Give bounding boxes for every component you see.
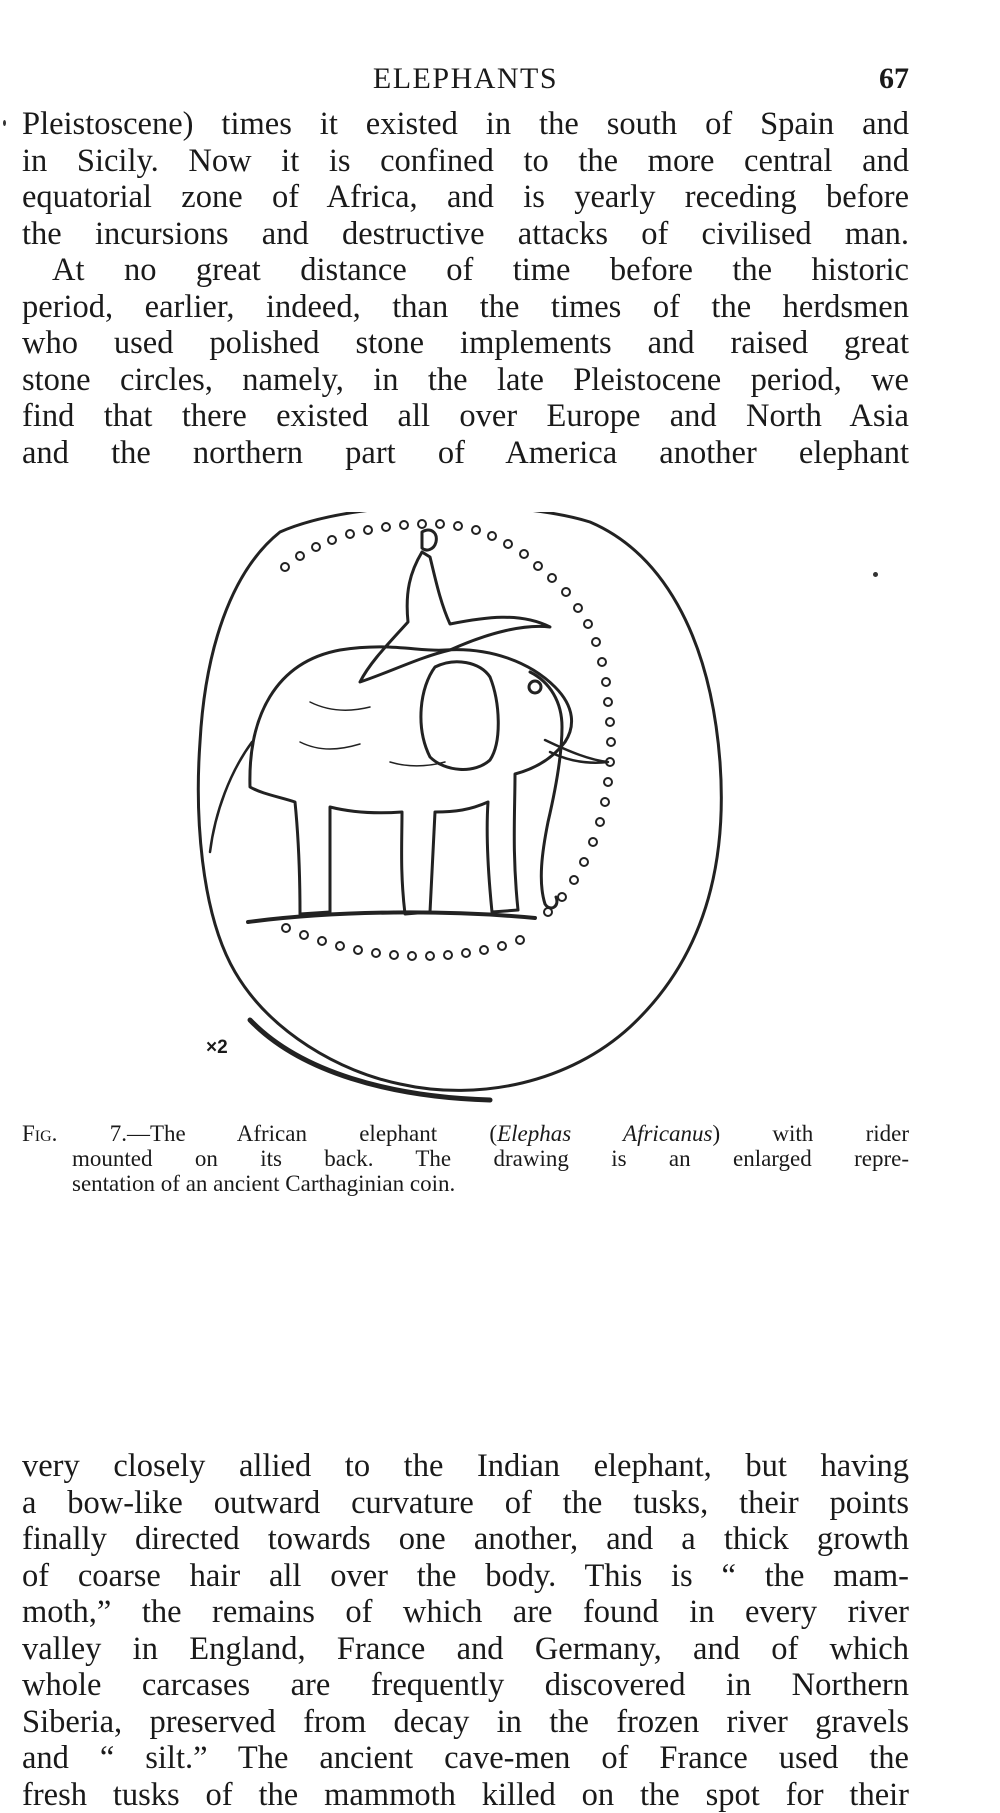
text-line: moth,” the remains of which are found in every river	[22, 1594, 909, 1631]
caption-text: ) with rider	[712, 1121, 909, 1146]
elephant-trunk	[530, 672, 562, 908]
text-line: and “ silt.” The ancient cave-men of France used the	[22, 1740, 909, 1777]
elephant-ear	[421, 662, 498, 770]
elephant-body	[250, 647, 572, 914]
text-line: find that there existed all over Europe and North Asia	[22, 398, 909, 435]
text-line: and the northern part of America another elephant	[22, 435, 909, 472]
elephant-eye	[529, 681, 541, 693]
scale-label: ×2	[206, 1037, 228, 1059]
caption-line: sentation of an ancient Carthaginian coin.	[22, 1171, 909, 1196]
coin-rim	[198, 512, 721, 1090]
caption-text: —The African elephant (	[127, 1121, 497, 1146]
text-line: who used polished stone implements and raised great	[22, 325, 909, 362]
print-speck	[873, 572, 878, 577]
text-line: period, earlier, indeed, than the times of the herdsmen	[22, 289, 909, 326]
species-name: Elephas Africanus	[497, 1121, 712, 1146]
text-line: in Sicily. Now it is confined to the more central and	[22, 143, 909, 180]
text-line: very closely allied to the Indian elephant, but having	[22, 1448, 909, 1485]
text-line: valley in England, France and Germany, and of which	[22, 1631, 909, 1668]
text-line: the incursions and destructive attacks of civilised man.	[22, 216, 909, 253]
text-line: Pleistoscene) times it existed in the south of Spain and	[22, 106, 909, 143]
ground-line	[248, 912, 535, 922]
coin-illustration	[190, 512, 750, 1112]
rider-figure	[360, 530, 550, 682]
elephant-coin-drawing	[190, 512, 750, 1112]
page-number: 67	[879, 62, 909, 96]
text-line: stone circles, namely, in the late Pleistocene period, we	[22, 362, 909, 399]
text-line: whole carcases are frequently discovered in Northern	[22, 1667, 909, 1704]
elephant-tail	[210, 742, 252, 852]
text-line: fresh tusks of the mammoth killed on the spot for their	[22, 1777, 909, 1813]
elephant-tusk	[545, 740, 608, 763]
figure-caption	[22, 1121, 909, 1196]
running-header	[22, 62, 909, 102]
text-line: a bow-like outward curvature of the tusks, their points	[22, 1485, 909, 1522]
text-line: of coarse hair all over the body. This is “ the mam-	[22, 1558, 909, 1595]
body-text-top	[22, 106, 909, 471]
text-line: finally directed towards one another, and a thick growth	[22, 1521, 909, 1558]
figure-label: Fig. 7.	[22, 1121, 127, 1146]
print-speck	[3, 120, 6, 126]
caption-line: mounted on its back. The drawing is an enlarged repre-	[22, 1146, 909, 1171]
paragraph-start-line: At no great distance of time before the historic	[22, 252, 909, 289]
running-title: ELEPHANTS	[22, 62, 909, 96]
text-line: equatorial zone of Africa, and is yearly receding before	[22, 179, 909, 216]
body-text-bottom	[22, 1448, 909, 1813]
caption-line	[22, 1121, 909, 1146]
text-line: Siberia, preserved from decay in the frozen river gravels	[22, 1704, 909, 1741]
